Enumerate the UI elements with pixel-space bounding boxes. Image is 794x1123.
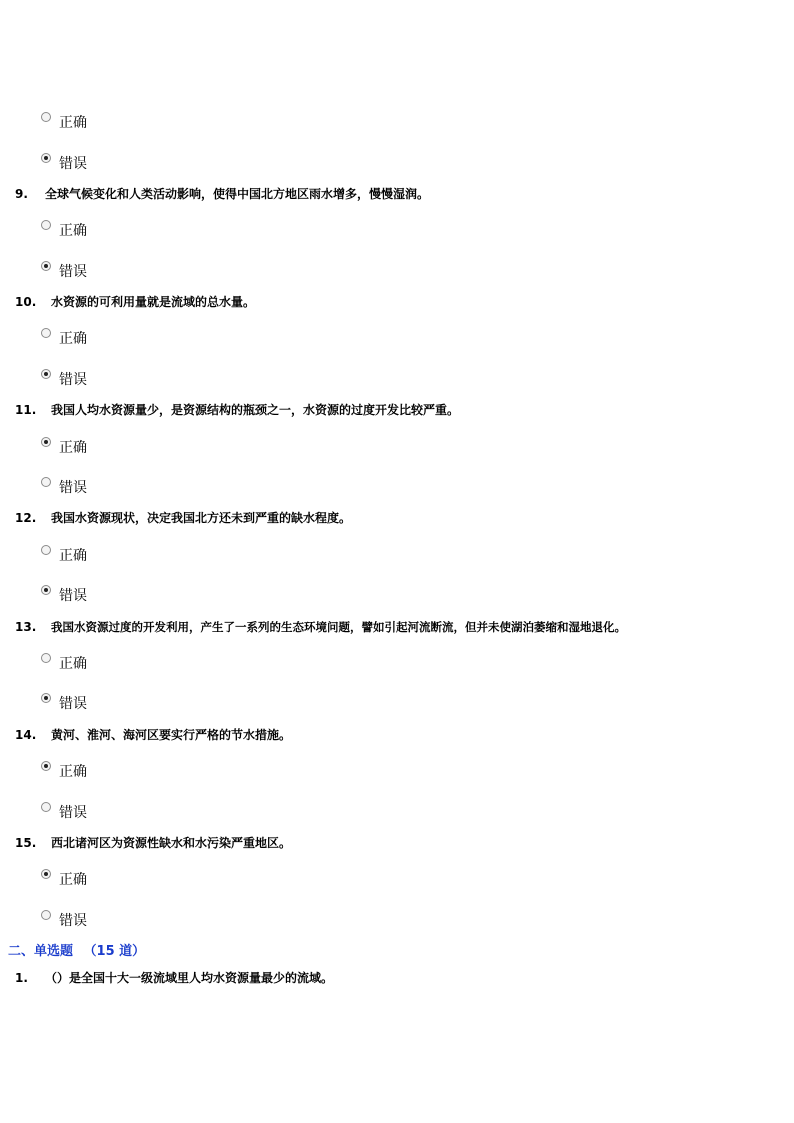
question-text: 水资源的可利用量就是流域的总水量。 bbox=[51, 295, 256, 309]
radio-button[interactable] bbox=[41, 802, 51, 812]
option-wrong[interactable] bbox=[41, 263, 87, 281]
question-text: 我国水资源过度的开发利用，产生了一系列的生态环境问题，譬如引起河流断流，但并未使湖泊萎缩和湿地退化。 bbox=[51, 620, 626, 634]
question-number: 10. bbox=[15, 295, 37, 309]
radio-button[interactable] bbox=[41, 328, 51, 338]
option-label: 正确 bbox=[59, 548, 87, 564]
option-label: 正确 bbox=[59, 656, 87, 672]
option-wrong[interactable] bbox=[41, 155, 87, 173]
section-heading bbox=[8, 944, 145, 960]
option-wrong[interactable] bbox=[41, 371, 87, 389]
option-label: 错误 bbox=[59, 264, 87, 280]
question-text: 我国水资源现状，决定我国北方还未到严重的缺水程度。 bbox=[51, 511, 352, 525]
option-label: 错误 bbox=[59, 805, 87, 821]
option-label: 正确 bbox=[59, 331, 87, 347]
option-wrong[interactable] bbox=[41, 912, 87, 930]
radio-button[interactable] bbox=[41, 220, 51, 230]
option-wrong[interactable] bbox=[41, 695, 87, 713]
radio-button[interactable] bbox=[41, 910, 51, 920]
option-wrong[interactable] bbox=[41, 479, 87, 497]
option-label: 错误 bbox=[59, 588, 87, 604]
radio-button[interactable] bbox=[41, 545, 51, 555]
radio-button[interactable] bbox=[41, 477, 51, 487]
option-label: 正确 bbox=[59, 440, 87, 456]
option-correct[interactable] bbox=[41, 330, 87, 348]
option-label: 错误 bbox=[59, 372, 87, 388]
radio-button-checked[interactable] bbox=[41, 437, 51, 447]
question-text: 全球气候变化和人类活动影响，使得中国北方地区雨水增多，慢慢湿润。 bbox=[45, 187, 430, 201]
question-text: 黄河、淮河、海河区要实行严格的节水措施。 bbox=[51, 728, 292, 742]
radio-button[interactable] bbox=[41, 112, 51, 122]
option-label: 正确 bbox=[59, 764, 87, 780]
option-label: 正确 bbox=[59, 872, 87, 888]
option-label: 正确 bbox=[59, 115, 87, 131]
question-text: （）是全国十大一级流域里人均水资源量最少的流域。 bbox=[45, 971, 334, 985]
question-number: 11. bbox=[15, 403, 37, 417]
section-count: （15 道） bbox=[83, 944, 146, 959]
question-number: 9. bbox=[15, 187, 28, 201]
option-wrong[interactable] bbox=[41, 587, 87, 605]
option-correct[interactable] bbox=[41, 114, 87, 132]
question-number: 13. bbox=[15, 620, 37, 634]
option-correct[interactable] bbox=[41, 763, 87, 781]
option-correct[interactable] bbox=[41, 222, 87, 240]
option-label: 错误 bbox=[59, 480, 87, 496]
question-number: 15. bbox=[15, 836, 37, 850]
radio-button[interactable] bbox=[41, 653, 51, 663]
option-label: 错误 bbox=[59, 913, 87, 929]
question-number: 1. bbox=[15, 971, 28, 985]
radio-button-checked[interactable] bbox=[41, 369, 51, 379]
radio-button-checked[interactable] bbox=[41, 761, 51, 771]
section-title: 二、单选题 bbox=[8, 944, 74, 959]
option-correct[interactable] bbox=[41, 871, 87, 889]
radio-button-checked[interactable] bbox=[41, 693, 51, 703]
option-label: 错误 bbox=[59, 696, 87, 712]
option-wrong[interactable] bbox=[41, 804, 87, 822]
question-number: 12. bbox=[15, 511, 37, 525]
question-text: 我国人均水资源量少，是资源结构的瓶颈之一，水资源的过度开发比较严重。 bbox=[51, 403, 460, 417]
radio-button-checked[interactable] bbox=[41, 261, 51, 271]
question-text: 西北诸河区为资源性缺水和水污染严重地区。 bbox=[51, 836, 292, 850]
radio-button-checked[interactable] bbox=[41, 585, 51, 595]
option-label: 错误 bbox=[59, 156, 87, 172]
option-label: 正确 bbox=[59, 223, 87, 239]
option-correct[interactable] bbox=[41, 655, 87, 673]
radio-button-checked[interactable] bbox=[41, 153, 51, 163]
question-number: 14. bbox=[15, 728, 37, 742]
option-correct[interactable] bbox=[41, 547, 87, 565]
radio-button-checked[interactable] bbox=[41, 869, 51, 879]
option-correct[interactable] bbox=[41, 439, 87, 457]
